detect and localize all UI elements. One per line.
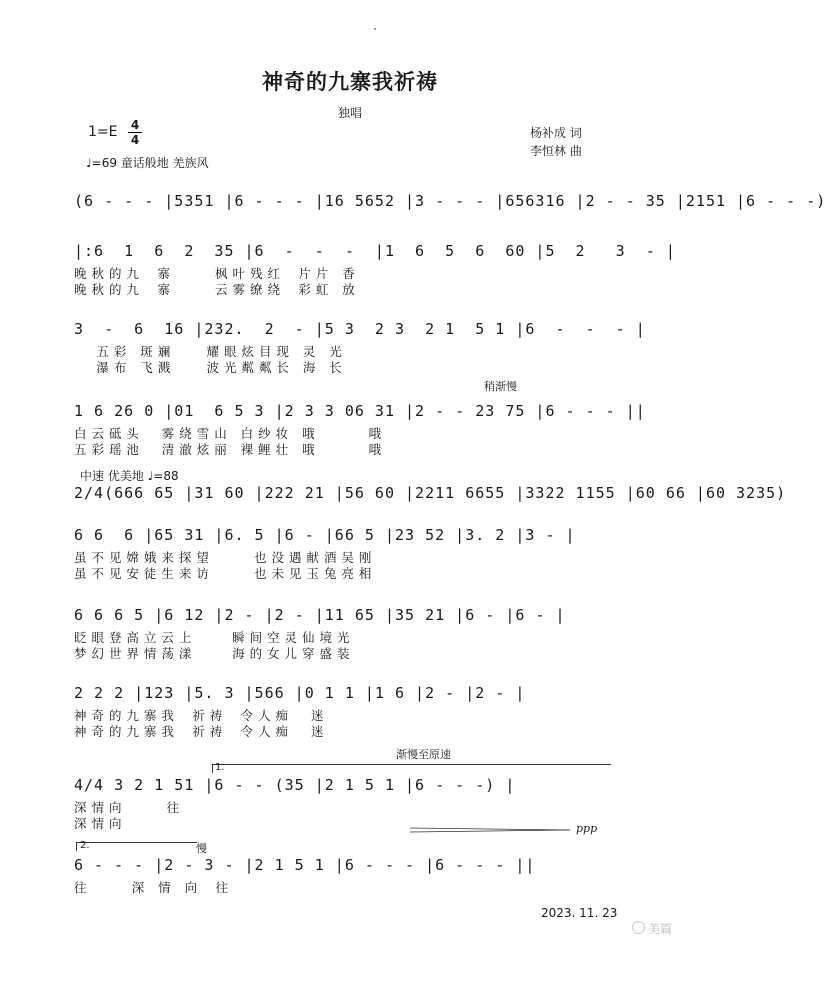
notation-line: 2/4(666 65 |31 60 |222 21 |56 60 |2211 6655 |3322 1155 |60 66 |60 3235) bbox=[74, 484, 787, 502]
notation-line: 1 6 26 0 |01 6 5 3 |2 3 3 06 31 |2 - - 23 75 |6 - - - || bbox=[74, 402, 646, 420]
notation-line: 6 6 6 5 |6 12 |2 - |2 - |11 65 |35 21 |6 - |6 - | bbox=[74, 606, 566, 624]
ending-2-label: 2. bbox=[80, 840, 90, 851]
lyric-verse-1: 深 情 向 往 bbox=[74, 800, 180, 815]
lyric-verse-1: 白 云 砥 头 雾 绕 雪 山 白 纱 妆 哦 哦 bbox=[74, 426, 382, 441]
lyric-verse-2: 瀑 布 飞 溅 波 光 粼 粼 长 海 长 bbox=[74, 360, 343, 375]
notation-line: 3 - 6 16 |232. 2 - |5 3 2 3 2 1 5 1 |6 - - - | bbox=[74, 320, 646, 338]
rit-marking: 稍渐慢 bbox=[484, 380, 517, 393]
watermark-text: 美篇 bbox=[648, 922, 673, 936]
tempo-marking: ♩=69 童话般地 羌族风 bbox=[86, 156, 209, 170]
lyric-final: 往 深 情 向 往 bbox=[74, 880, 229, 895]
lyric-verse-1: 眨 眼 登 高 立 云 上 瞬 间 空 灵 仙 境 光 bbox=[74, 630, 350, 645]
lyric-verse-1: 虽 不 见 嫦 娥 来 探 望 也 没 遇 献 酒 吴 刚 bbox=[74, 550, 372, 565]
notation-line: (6 - - - |5351 |6 - - - |16 5652 |3 - - - |656316 |2 - - 35 |2151 |6 - - -) bbox=[74, 192, 826, 210]
song-subtitle: 独唱 bbox=[337, 106, 362, 120]
time-signature bbox=[128, 119, 142, 146]
system-8 bbox=[74, 684, 620, 738]
notation-line: 6 - - - |2 - 3 - |2 1 5 1 |6 - - - |6 - - - || bbox=[74, 856, 536, 874]
song-title: 神奇的九寨我祈祷 bbox=[262, 70, 438, 94]
time-numerator: 4 bbox=[130, 118, 140, 132]
ending-1-bracket bbox=[212, 764, 611, 773]
notation-line: 4/4 3 2 1 51 |6 - - (35 |2 1 5 1 |6 - - -) | bbox=[74, 776, 516, 794]
lyric-verse-1: 五 彩 斑 斓 耀 眼 炫 目 现 灵 光 bbox=[74, 344, 343, 359]
system-3 bbox=[74, 320, 646, 375]
lyric-verse-1: 神 奇 的 九 寨 我 祈 祷 令 人 痴 迷 bbox=[74, 708, 324, 723]
credits bbox=[530, 124, 582, 160]
notation-line: |:6 1 6 2 35 |6 - - - |1 6 5 6 60 |5 2 3 - | bbox=[74, 242, 676, 260]
key-signature: 1=E bbox=[88, 124, 118, 140]
lyric-verse-2: 神 奇 的 九 寨 我 祈 祷 令 人 痴 迷 bbox=[74, 724, 324, 739]
system-7 bbox=[74, 606, 620, 660]
system-10 bbox=[74, 856, 620, 894]
system-6 bbox=[74, 526, 620, 580]
lyric-verse-2: 晚 秋 的 九 寨 云 雾 缭 绕 彩 虹 放 bbox=[74, 282, 356, 297]
lyricist: 杨补成 词 bbox=[530, 126, 582, 140]
lyric-verse-2: 深 情 向 bbox=[74, 816, 122, 831]
notation-line: 6 6 6 |65 31 |6. 5 |6 - |66 5 |23 52 |3. 2 |3 - | bbox=[74, 526, 576, 544]
slow-marking: 慢 bbox=[196, 842, 207, 855]
ending-1-label: 1. bbox=[215, 762, 225, 773]
rit-return-marking: 渐慢至原速 bbox=[396, 748, 451, 761]
watermark-icon bbox=[632, 921, 645, 934]
date-stamp: 2023. 11. 23 bbox=[541, 906, 618, 920]
watermark bbox=[632, 920, 672, 937]
time-denominator: 4 bbox=[130, 133, 140, 147]
system-9 bbox=[74, 776, 620, 830]
composer: 李恒林 曲 bbox=[530, 144, 582, 158]
system-1 bbox=[74, 192, 826, 214]
lyric-verse-1: 晚 秋 的 九 寨 枫 叶 残 红 片 片 香 bbox=[74, 266, 356, 281]
notation-line: 2 2 2 |123 |5. 3 |566 |0 1 1 |1 6 |2 - |2 - | bbox=[74, 684, 526, 702]
scan-speck bbox=[374, 28, 376, 30]
dynamic-ppp: ppp bbox=[576, 822, 598, 835]
decrescendo-hairpin bbox=[410, 827, 570, 833]
system-2 bbox=[74, 242, 676, 297]
system-4 bbox=[74, 402, 646, 457]
lyric-verse-2: 梦 幻 世 界 情 荡 漾 海 的 女 儿 穿 盛 装 bbox=[74, 646, 350, 661]
ending-2-bracket bbox=[76, 842, 197, 851]
system-5 bbox=[74, 484, 787, 506]
section2-tempo: 中速 优美地 ♩=88 bbox=[80, 469, 179, 483]
lyric-verse-2: 虽 不 见 安 徒 生 来 访 也 未 见 玉 兔 亮 相 bbox=[74, 566, 372, 581]
lyric-verse-2: 五 彩 瑶 池 清 澈 炫 丽 裸 鲤 壮 哦 哦 bbox=[74, 442, 382, 457]
